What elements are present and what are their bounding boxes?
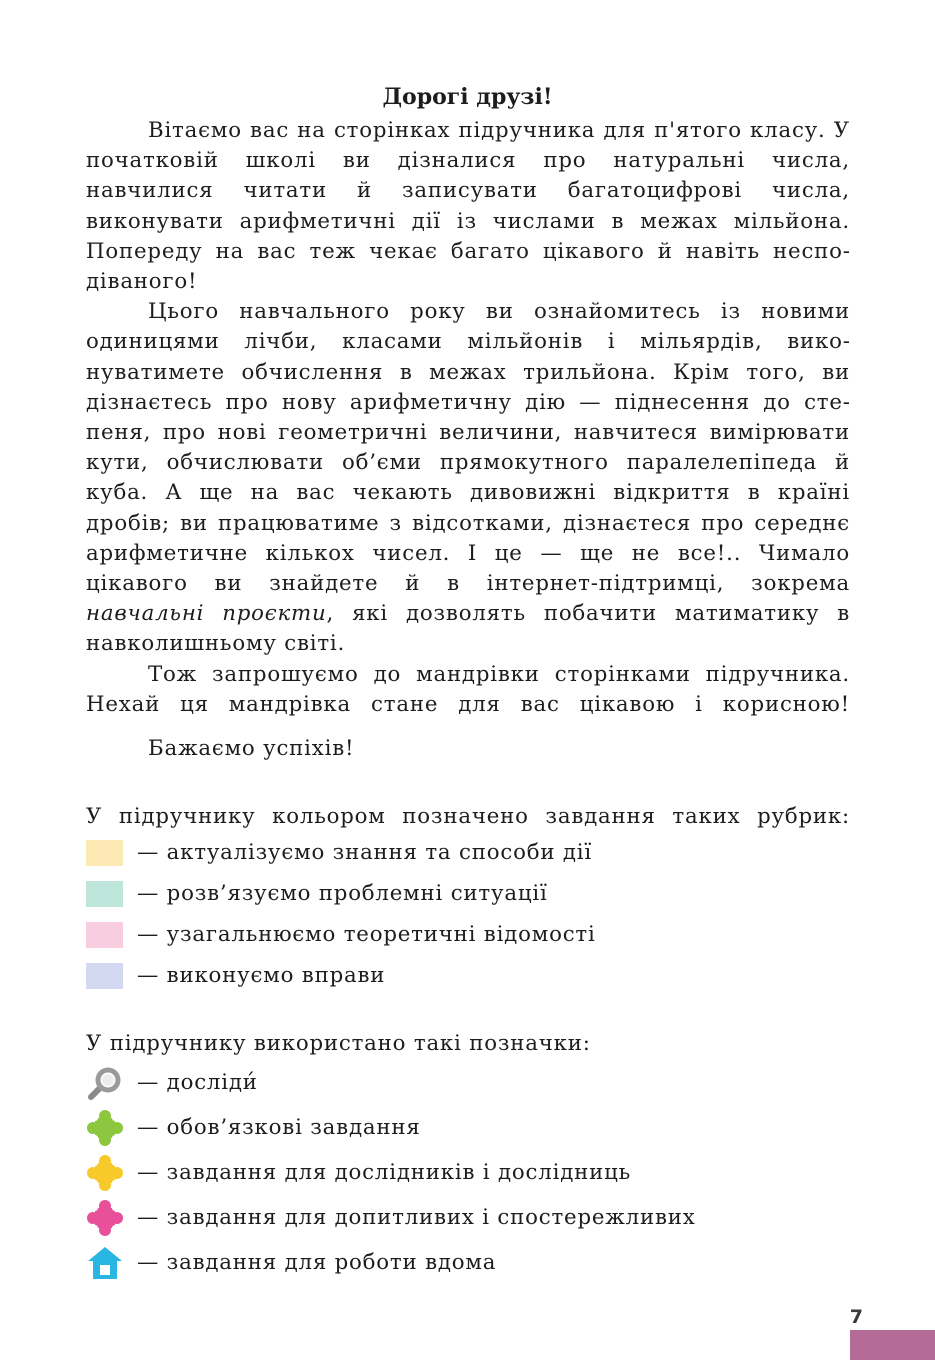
- rubric-row: [86, 955, 850, 996]
- paragraph-2-emphasis: навчальні проєкти: [86, 601, 327, 627]
- mark-label: — завдання для роботи вдома: [137, 1250, 497, 1275]
- rubrics-heading: У підручнику кольором позначено завдання таких рубрик:: [86, 804, 850, 829]
- green-swatch: [86, 881, 123, 907]
- mark-label: — завдання для допитливих і спостережливих: [137, 1205, 696, 1230]
- rubric-row: [86, 914, 850, 955]
- rubric-row: [86, 832, 850, 873]
- rubrics-legend: [86, 802, 850, 996]
- blue-swatch: [86, 963, 123, 989]
- rubric-row: [86, 873, 850, 914]
- closing-wish: Бажаємо успіхів!: [148, 736, 355, 762]
- pink-puzzle-icon: [86, 1199, 124, 1237]
- paragraph-2-text-a: Цього навчального року ви ознайомитесь із новими одиницями лічби, класами мільйонів і мільярдів, виконуватимете обчислення в межах трильйона. Крім того, ви дізнаєтесь про нову арифметичну дію — піднесення до степеня, про нові геометричні величини, навчитеся вимірювати кути, обчислювати об’єми прямокутного паралелепіпеда й куба. А ще на вас чекають дивовижні відкриття в країні дробів; ви працюватиме з відсотками, дізнаєтеся про середнє арифметичне кількох чисел. І це — ще не все!.. Чимало цікавого ви знайдете й в інтернет-підтримці, зокрема: [86, 299, 850, 597]
- mark-label: — завдання для дослідників і дослідниць: [137, 1160, 631, 1185]
- green-puzzle-icon: [86, 1109, 124, 1147]
- page-number: 7: [849, 1306, 863, 1328]
- mark-row: [86, 1060, 850, 1105]
- mark-row: [86, 1195, 850, 1240]
- yellow-puzzle-icon: [86, 1154, 124, 1192]
- page-title: Дорогі друзі!: [382, 84, 553, 110]
- mark-label: — досліди́: [137, 1070, 258, 1095]
- pink-swatch: [86, 922, 123, 948]
- rubric-label: — узагальнюємо теоретичні відомості: [137, 922, 596, 947]
- intro-text: [86, 116, 850, 764]
- paragraph-1: Вітаємо вас на сторінках підручника для п'ятого класу. У початковій школі ви дізналися про натуральні числа, навчилися читати й записувати багатоцифрові числа, виконувати арифметичні дії із числами в межах мільйона. Попереду на вас теж чекає багато цікавого й навіть несподіваного!: [86, 118, 850, 295]
- mark-row: [86, 1240, 850, 1285]
- mark-row: [86, 1150, 850, 1195]
- magnifier-icon: [86, 1064, 124, 1102]
- rubric-label: — розв’язуємо проблемні ситуації: [137, 881, 548, 906]
- paragraph-3: Тож запрошуємо до мандрівки сторінками підручника. Нехай ця мандрівка стане для вас цікавою і корисною!: [86, 661, 850, 717]
- rubric-label: — актуалізуємо знання та способи дії: [137, 840, 593, 865]
- paragraph-2-text-b: , які дозволять побачити матиматику в навколишньому світі.: [86, 601, 851, 657]
- house-icon: [86, 1244, 124, 1282]
- marks-legend: [86, 1028, 850, 1285]
- marks-heading: У підручнику використано такі позначки:: [86, 1031, 591, 1056]
- paragraph-2: [86, 297, 850, 659]
- mark-label: — обов’язкові завдання: [137, 1115, 421, 1140]
- mark-row: [86, 1105, 850, 1150]
- page-tab-bar: [850, 1330, 935, 1360]
- yellow-swatch: [86, 840, 123, 866]
- rubric-label: — виконуємо вправи: [137, 963, 386, 988]
